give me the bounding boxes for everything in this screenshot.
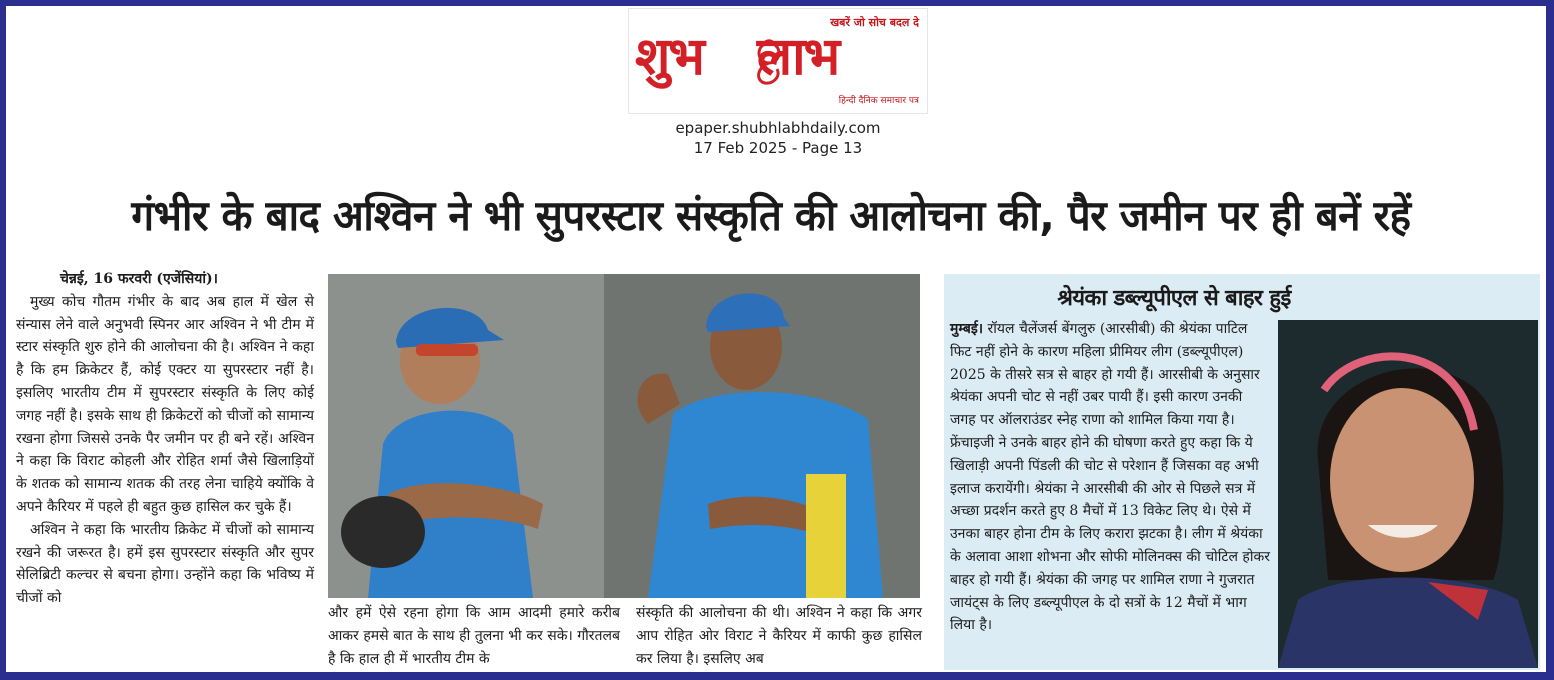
article-paragraph-2: अश्विन ने कहा कि भारतीय क्रिकेट में चीजों को सामान्य रखने की जरूरत है। हमें इस सुपरस्टार संस्कृति और सुपर सेलिब्रिटी कल्चर से बचना होगा। उन्होंने कहा कि भविष्य में चीजों को: [16, 521, 314, 607]
sidebar-player-photo: [1278, 320, 1538, 668]
masthead-subtitle: हिन्दी दैनिक समाचार पत्र: [838, 96, 919, 106]
logo-word-labh: लाभ: [756, 27, 839, 87]
site-url: epaper.shubhlabhdaily.com: [675, 119, 881, 137]
article-paragraph-1: मुख्य कोच गौतम गंभीर के बाद अब हाल में खेल से संन्यास लेने वाले अनुभवी स्पिनर आर अश्विन ने भी टीम में स्टार संस्कृति शुरु होने की आलोचना की है। अश्विन ने कहा है कि हम क्रिकेटर हैं, कोई एक्टर या सुपरस्टार नहीं है। इसलिए भारतीय टीम में सुपरस्टार संस्कृति के लिए कोई जगह नहीं है। इसके साथ ही क्रिकेटरों को चीजों को सामान्य रखना होगा जिससे उनके पैर जमीन पर ही बने रहें। अश्विन ने कहा कि विराट कोहली और रोहित शर्मा जैसे खिलाड़ियों के शतक को सामान्य शतक की तरह लेना चाहिये क्योंकि वे अपने कैरियर में पहले ही बहुत कुछ हासिल कर चुके हैं।: [16, 293, 314, 515]
ganesh-emblem-icon: [747, 37, 791, 85]
edition-date-page: 17 Feb 2025 - Page 13: [693, 139, 863, 157]
sidebar-dateline: मुम्बई।: [950, 321, 984, 337]
sidebar-body: [950, 318, 1272, 637]
edition-info: [628, 118, 928, 158]
player-portrait: [1278, 320, 1538, 668]
article-column-3: संस्कृति की आलोचना की थी। अश्विन ने कहा कि अगर आप रोहित ओर विराट ने कैरियर में काफी कुछ हासिल कर लिया है। इसलिए अब: [636, 605, 922, 667]
coach-and-spinner-photo: [328, 274, 920, 598]
sidebar-text: रॉयल चैलेंजर्स बेंगलुरु (आरसीबी) की श्रेयंका पाटिल फिट नहीं होने के कारण महिला प्रीमियर लीग (डब्ल्यूपीएल) 2025 के तीसरे सत्र से बाहर हो गयी हैं। आरसीबी के अनुसार श्रेयंका अपनी चोट से नहीं उबर पायी हैं। इसी कारण उनकी जगह पर ऑलराउंडर स्नेह राणा को शामिल किया गया है। फ्रेंचाइजी ने उनके बाहर होने की घोषणा करते हुए कहा कि ये खिलाड़ी अपनी पिंडली की चोट से परेशान हैं जिसका वह अभी इलाज करायेंगी। श्रेयंका ने आरसीबी की ओर से पिछले सत्र में अच्छा प्रदर्शन करते हुए 8 मैचों में 13 विकेट लिए थे। ऐसे में उनका बाहर होना टीम के लिए करारा झटका है। लीग में श्रेयंका के अलावा आशा शोभना और सोफी मोलिनक्स की चोटिल होकर बाहर हो गयी हैं। श्रेयंका की जगह पर शामिल राणा ने गुजरात जायंट्स के लिए डब्ल्यूपीएल के दो सत्रों के 12 मैचों में भाग लिया है।: [950, 321, 1270, 634]
sidebar-headline: श्रेयंका डब्ल्यूपीएल से बाहर हुई: [1057, 286, 1291, 311]
logo-word-shubh: शुभ: [635, 27, 703, 87]
article-photo: [328, 274, 920, 598]
newspaper-page: [6, 6, 1546, 672]
article-column-1: [16, 268, 314, 610]
logo: [635, 27, 838, 87]
page-headline: गंभीर के बाद अश्विन ने भी सुपरस्टार संस्कृति की आलोचना की, पैर जमीन पर ही बनें रहें: [131, 191, 1411, 240]
masthead-tagline: खबरें जो सोच बदल दे: [830, 16, 919, 29]
article-column-2: और हमें ऐसे रहना होगा कि आम आदमी हमारे करीब आकर हमसे बात के साथ ही तुलना भी कर सके। गौरतलब है कि हाल ही में भारतीय टीम के: [328, 605, 620, 667]
article-dateline: चेन्नई, 16 फरवरी (एजेंसियां)।: [60, 271, 218, 287]
sidebar-news-box: [944, 274, 1540, 670]
masthead: [628, 8, 928, 114]
